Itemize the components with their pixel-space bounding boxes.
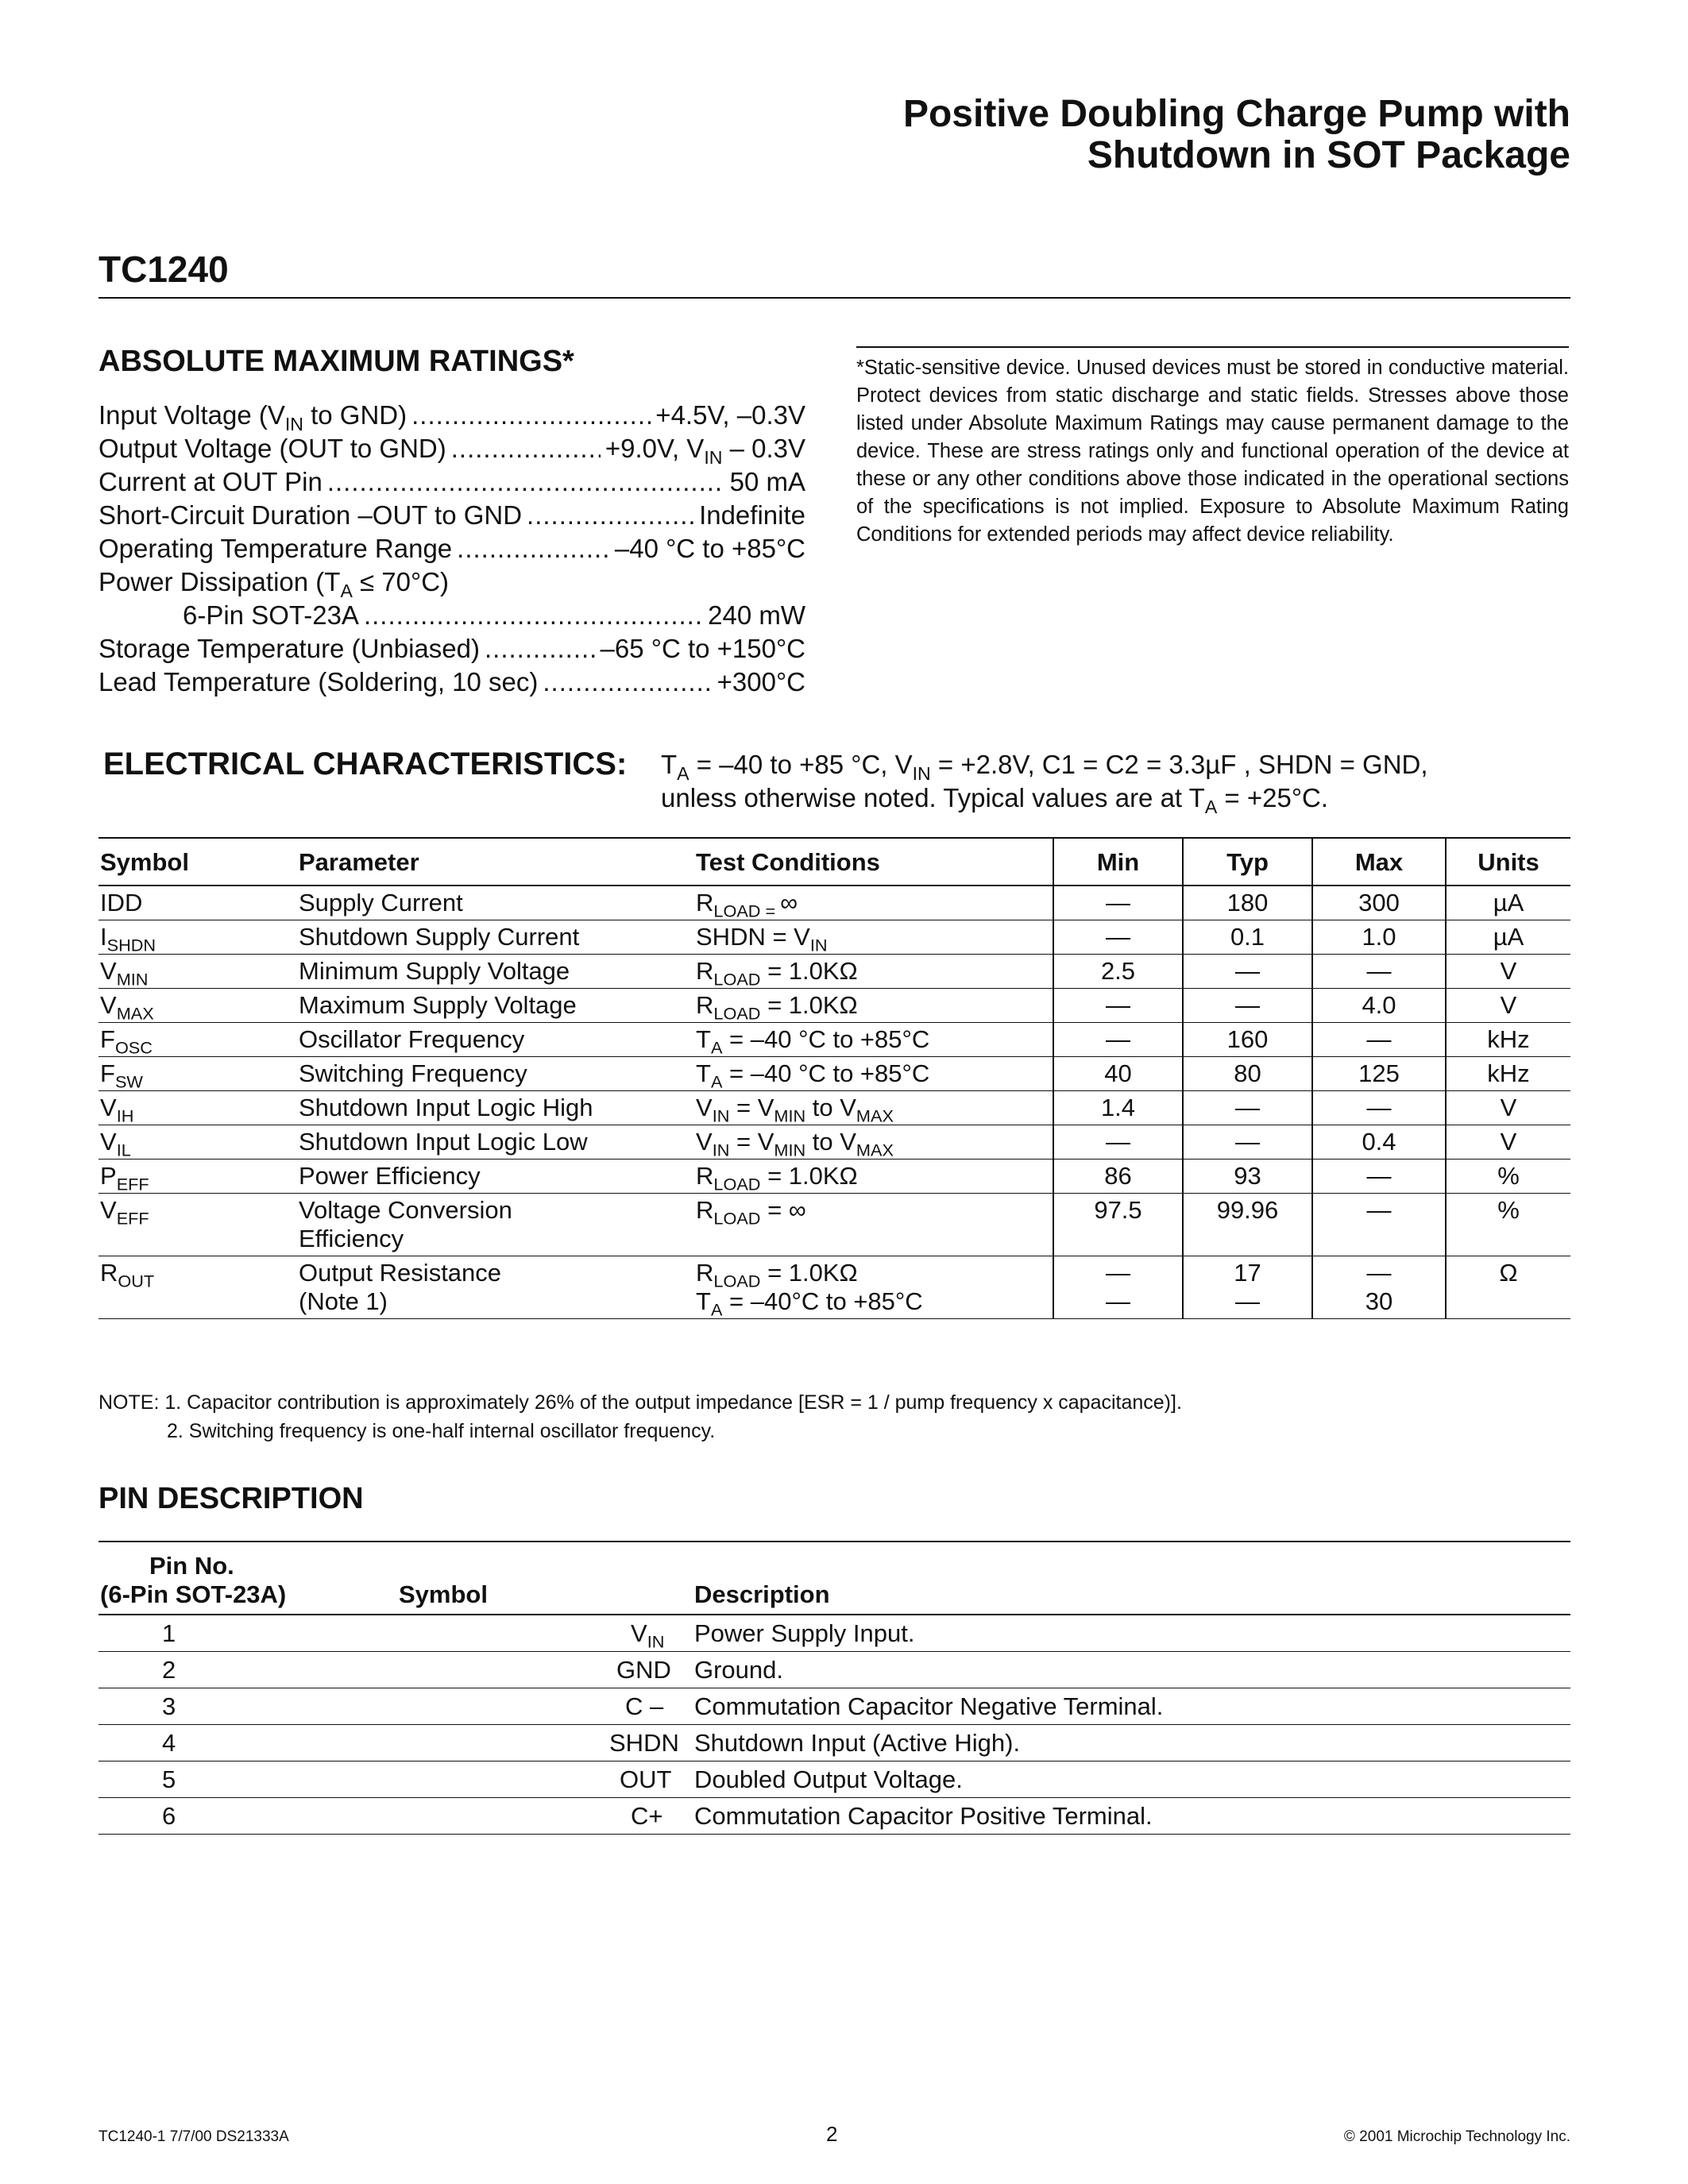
note-1: NOTE: 1. Capacitor contribution is approximately 26% of the output impedance [ESR = 1 / pump frequency x capacitance)]. [98, 1391, 1182, 1414]
col-pin-description: Description [694, 1542, 1570, 1615]
electrical-header-row [98, 838, 1570, 886]
col-pin-symbol: Symbol [297, 1542, 694, 1615]
pin-table [98, 1541, 1570, 1835]
table-row: $F_{OSC}$ Oscillator Frequency $T_A = -40$ °C to +85°C — 160 — kHz [98, 1023, 1570, 1057]
rating-operating-temp: Operating Temperature Range ..... –40 °C to +85°C [98, 532, 805, 565]
pin-description-heading: PIN DESCRIPTION [98, 1482, 364, 1515]
table-row: 4 SHDN Shutdown Input (Active High). [98, 1725, 1570, 1761]
table-row: $V_{MIN}$ Minimum Supply Voltage $R_{LOAD} = 1.0K\Omega$ 2.5 — — V [98, 955, 1570, 989]
table-row: 1 $V_{IN}$ Power Supply Input. [98, 1615, 1570, 1652]
col-typ: Typ [1183, 838, 1312, 886]
title-line-2: Shutdown in SOT Package [1087, 134, 1570, 176]
table-row: 5 OUT Doubled Output Voltage. [98, 1761, 1570, 1798]
note-2: 2. Switching frequency is one-half internal oscillator frequency. [167, 1420, 716, 1442]
footer-copyright: © 2001 Microchip Technology Inc. [1343, 2128, 1570, 2145]
col-max: Max [1312, 838, 1446, 886]
rating-short-circuit: Short-Circuit Duration –OUT to GND ..... Indefinite [98, 499, 805, 532]
rating-sot23a: 6-Pin SOT-23A ..... 240 mW [98, 599, 805, 632]
table-row: $I_{SHDN}$ Shutdown Supply Current SHDN = $V_{IN}$ — 0.1 1.0 µA [98, 920, 1570, 955]
rating-power-dissipation: Power Dissipation $(T_A \le 70^\circ C)$ [98, 567, 450, 602]
title-line-1: Positive Doubling Charge Pump with [902, 93, 1570, 135]
rating-input-voltage: Input Voltage ($V_{IN}$ to GND) ..... +4.5V, –0.3V [98, 399, 805, 432]
page-number: 2 [826, 2122, 838, 2146]
electrical-heading: ELECTRICAL CHARACTERISTICS: [103, 747, 628, 781]
table-row: $V_{IL}$ Shutdown Input Logic Low $V_{IN} = V_{MIN}$ to $V_{MAX}$ — — 0.4 V [98, 1125, 1570, 1160]
table-row: 3 C – Commutation Capacitor Negative Terminal. [98, 1688, 1570, 1725]
pin-header-row [98, 1542, 1570, 1615]
document-title [538, 94, 1570, 176]
col-pin-number: Pin No. (6-Pin SOT-23A) [98, 1542, 297, 1615]
table-row: 6 C+ Commutation Capacitor Positive Terminal. [98, 1798, 1570, 1835]
table-row: IDD Supply Current $R_{LOAD =}$ ∞ — 180 300 µA [98, 886, 1570, 920]
table-row: $P_{EFF}$ Power Efficiency $R_{LOAD} = 1.0K\Omega$ 86 93 — % [98, 1160, 1570, 1194]
table-row: $F_{SW}$ Switching Frequency $T_A = -40$ °C to +85°C 40 80 125 kHz [98, 1057, 1570, 1091]
part-number: TC1240 [98, 249, 229, 290]
table-row: $V_{IH}$ Shutdown Input Logic High $V_{IN} = V_{MIN}$ to $V_{MAX}$ 1.4 — — V [98, 1091, 1570, 1125]
rating-lead-temp: Lead Temperature (Soldering, 10 sec) ..... +300°C [98, 666, 805, 699]
rating-current-out: Current at OUT Pin ..... 50 mA [98, 465, 805, 499]
electrical-table [98, 837, 1570, 1319]
col-min: Min [1053, 838, 1183, 886]
rating-output-voltage: Output Voltage (OUT to GND) ..... +9.0V, $V_{IN} - 0.3V$ [98, 432, 805, 465]
table-row: $V_{MAX}$ Maximum Supply Voltage $R_{LOAD} = 1.0K\Omega$ — — 4.0 V [98, 989, 1570, 1023]
esd-warning-note: *Static-sensitive device. Unused devices must be stored in conductive material. Protect devices from static discharge and static fields. Stresses above those listed under Absolute Maximum Ratings may cause permanent damage to the device. These are stress ratings only and functional operation of the device at these or any other conditions above those indicated in the operational sections of the specifications is not implied. Exposure to Absolute Maximum Rating Conditions for extended periods may affect device reliability. [856, 346, 1569, 549]
col-symbol: Symbol [98, 838, 297, 886]
rating-storage-temp: Storage Temperature (Unbiased) ..... –65 °C to +150°C [98, 632, 805, 666]
abs-max-ratings-list [98, 399, 805, 699]
abs-max-heading: ABSOLUTE MAXIMUM RATINGS* [98, 345, 574, 378]
electrical-notes [98, 1388, 1182, 1445]
table-row: 2 GND Ground. [98, 1652, 1570, 1688]
col-units: Units [1446, 838, 1570, 886]
table-row: $R_{OUT}$ Output Resistance (Note 1) $R_{LOAD} = 1.0K\Omega$ $T_A = -40^\circ C$ to +85°C — — 17 — — 30 Ω [98, 1256, 1570, 1319]
col-test-conditions: Test Conditions [694, 838, 1053, 886]
header-divider [98, 297, 1570, 299]
footer-doc-code: TC1240-1 7/7/00 DS21333A [98, 2128, 289, 2145]
table-row: $V_{EFF}$ Voltage Conversion Efficiency $R_{LOAD}$ = ∞ 97.5 99.96 — % [98, 1194, 1570, 1256]
col-parameter: Parameter [297, 838, 694, 886]
electrical-conditions: $T_A = -40$ to +85 °C, $V_{IN} = +2.8V$, C1 = C2 = 3.3µF , SHDN = GND, unless otherwise noted. Typical values are at $T_A = +25^\circ C$. [661, 750, 1428, 818]
